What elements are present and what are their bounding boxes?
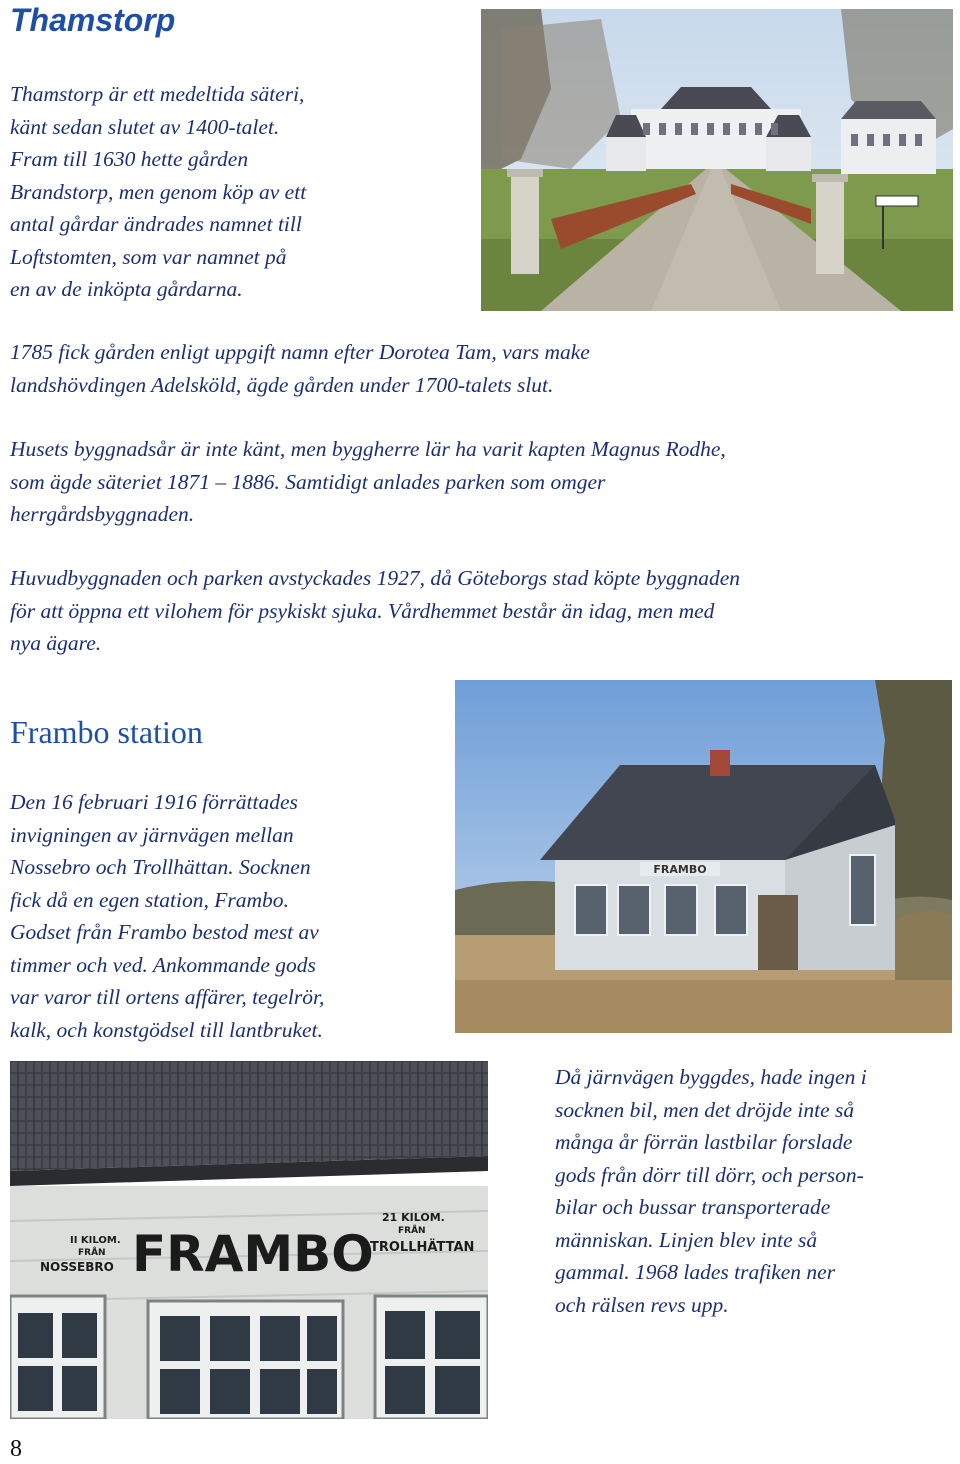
text-line: Nossebro och Trollhättan. Socknen: [10, 855, 311, 879]
text-line: landshövdingen Adelsköld, ägde gården under 1700-talets slut.: [10, 372, 554, 397]
left-sign-line-2: FRÅN: [78, 1248, 106, 1258]
text-line: socknen bil, men det dröjde inte så: [555, 1097, 855, 1122]
frambo-sign-big: FRAMBO: [132, 1225, 374, 1283]
text-line: som ägde säteriet 1871 – 1886. Samtidigt anlades parken som omger: [10, 469, 606, 494]
page-title-thamstorp: Thamstorp: [10, 2, 176, 38]
right-sign-line-2: FRÅN: [398, 1226, 426, 1236]
manor-house-photo: [481, 9, 953, 311]
text-line: en av de inköpta gårdarna.: [10, 277, 243, 301]
text-line: Godset från Frambo bestod mest av: [10, 920, 319, 944]
text-line: Loftstomten, som var namnet på: [10, 244, 287, 269]
text-line: var varor till ortens affärer, tegelrör,: [10, 985, 325, 1009]
thamstorp-paragraph-4: [10, 562, 740, 660]
right-sign-line-1: 21 KILOM.: [382, 1211, 445, 1224]
text-line: invigningen av järnvägen mellan: [10, 822, 294, 847]
text-line: bilar och bussar transporterade: [555, 1195, 831, 1219]
text-line: Brandstorp, men genom köp av ett: [10, 179, 307, 204]
text-line: människan. Linjen blev inte så: [555, 1227, 818, 1252]
section-title-frambo-station: Frambo station: [10, 714, 203, 750]
frambo-sign-closeup-photo: [10, 1061, 488, 1419]
text-line: och rälsen revs upp.: [555, 1292, 729, 1317]
thamstorp-intro: [10, 78, 306, 306]
text-line: gods från dörr till dörr, och person-: [555, 1162, 864, 1187]
thamstorp-paragraph-3: [10, 433, 726, 531]
text-line: nya ägare.: [10, 631, 102, 655]
frambo-paragraph-2: [555, 1061, 867, 1321]
text-line: Huvudbyggnaden och parken avstyckades 1927, då Göteborgs stad köpte byggnaden: [10, 566, 741, 590]
text-line: herrgårdsbyggnaden.: [10, 502, 195, 526]
text-line: känt sedan slutet av 1400-talet.: [10, 114, 280, 139]
left-sign-line-1: II KILOM.: [70, 1235, 121, 1246]
text-line: Husets byggnadsår är inte känt, men byggherre lär ha varit kapten Magnus Rodhe,: [10, 437, 726, 461]
frambo-paragraph-1: [10, 786, 324, 1046]
right-sign-line-3: TROLLHÄTTAN: [370, 1240, 475, 1255]
text-line: Då järnvägen byggdes, hade ingen i: [555, 1065, 867, 1089]
text-line: 1785 fick gården enligt uppgift namn efter Dorotea Tam, vars make: [10, 340, 590, 364]
page-number: 8: [10, 1436, 22, 1462]
left-sign-line-3: NOSSEBRO: [40, 1260, 114, 1274]
frambo-sign-small: FRAMBO: [653, 863, 707, 876]
text-line: Thamstorp är ett medeltida säteri,: [10, 82, 305, 106]
thamstorp-paragraph-2: [10, 336, 590, 401]
text-line: många år förrän lastbilar forslade: [555, 1130, 853, 1154]
text-line: timmer och ved. Ankommande gods: [10, 952, 316, 977]
text-line: Fram till 1630 hette gården: [10, 147, 249, 171]
text-line: Den 16 februari 1916 förrättades: [10, 790, 298, 814]
frambo-station-photo: [455, 680, 952, 1033]
text-line: fick då en egen station, Frambo.: [10, 887, 289, 912]
text-line: för att öppna ett vilohem för psykiskt sjuka. Vårdhemmet består än idag, men med: [10, 598, 715, 623]
text-line: gammal. 1968 lades trafiken ner: [555, 1260, 836, 1284]
text-line: kalk, och konstgödsel till lantbruket.: [10, 1017, 323, 1042]
text-line: antal gårdar ändrades namnet till: [10, 212, 302, 236]
